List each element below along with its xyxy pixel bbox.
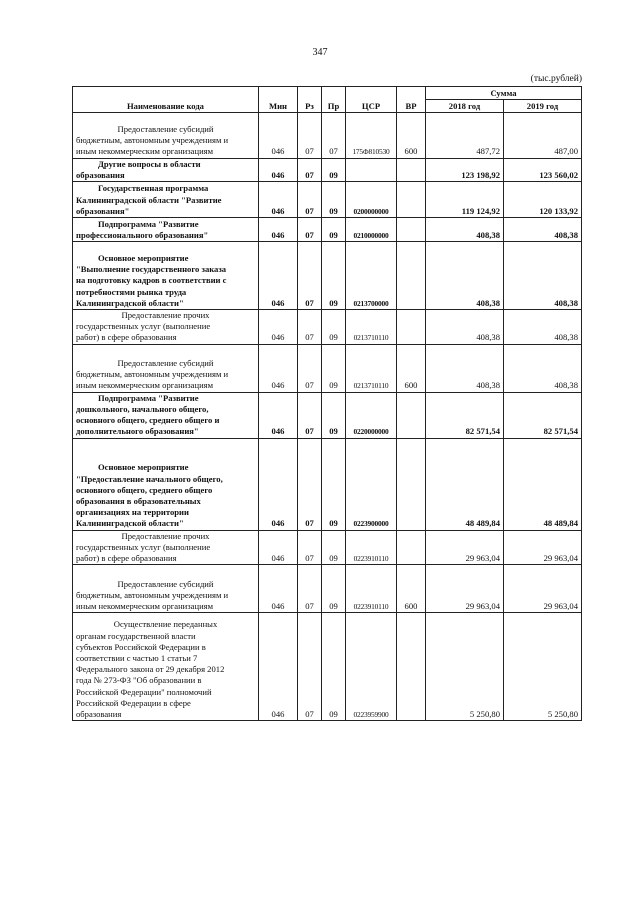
min-cell: 046: [259, 158, 298, 181]
row-name-line: государственных услуг (выполнение: [76, 321, 211, 332]
pr-cell: 09: [322, 392, 346, 438]
rz-cell: 07: [298, 242, 322, 310]
table-row: [73, 530, 582, 565]
amount-2019-cell: 5 250,80: [504, 613, 582, 721]
row-name-line: Подпрограмма "Развитие: [98, 392, 199, 403]
min-cell: 046: [259, 242, 298, 310]
row-name-line: субъектов Российской Федерации в: [76, 641, 206, 652]
csr-cell: 0213710110: [346, 344, 397, 392]
rz-cell: 07: [298, 392, 322, 438]
row-name-line: работ) в сфере образования: [76, 553, 177, 564]
row-name-line: образования: [76, 169, 125, 180]
header-pr: Пр: [322, 87, 346, 113]
table-row: [73, 438, 582, 530]
csr-cell: 0223910110: [346, 530, 397, 565]
amount-2018-cell: 29 963,04: [426, 530, 504, 565]
row-name-line: основного общего, среднего общего и: [76, 415, 220, 426]
table-row: [73, 182, 582, 218]
row-name-line: образования: [76, 709, 122, 720]
amount-2019-cell: 29 963,04: [504, 530, 582, 565]
vr-cell: [397, 182, 426, 218]
row-name-line: соответствии с частью 1 статьи 7: [76, 653, 198, 664]
rz-cell: 07: [298, 530, 322, 565]
row-name-cell: [73, 392, 259, 438]
amount-2018-cell: 408,38: [426, 344, 504, 392]
amount-2019-cell: 82 571,54: [504, 392, 582, 438]
vr-cell: [397, 392, 426, 438]
row-name-line: иным некоммерческим организациям: [76, 601, 214, 612]
pr-cell: 09: [322, 344, 346, 392]
row-name-line: Предоставление субсидий: [117, 578, 214, 589]
row-name-line: Калининградской области": [76, 297, 184, 308]
table-row: [73, 113, 582, 159]
row-name-line: бюджетным, автономным учреждениям и: [76, 369, 229, 380]
table-row: [73, 242, 582, 310]
vr-cell: 600: [397, 565, 426, 613]
rz-cell: 07: [298, 565, 322, 613]
row-name-line: Другие вопросы в области: [98, 158, 201, 169]
row-name-line: "Предоставление начального общего,: [76, 473, 223, 484]
csr-cell: 0223959900: [346, 613, 397, 721]
row-name-cell: [73, 242, 259, 310]
rz-cell: 07: [298, 158, 322, 181]
row-name-cell: [73, 113, 259, 159]
row-name-cell: [73, 530, 259, 565]
table-row: [73, 310, 582, 345]
row-name-line: образования": [76, 205, 130, 216]
table-row: [73, 392, 582, 438]
amount-2018-cell: 123 198,92: [426, 158, 504, 181]
row-name-line: Калининградской области "Развитие: [76, 194, 222, 205]
row-name-line: Российской Федерации" полномочий: [76, 686, 212, 697]
row-name-line: Российской Федерации в сфере: [76, 697, 191, 708]
pr-cell: 09: [322, 530, 346, 565]
min-cell: 046: [259, 530, 298, 565]
row-name-line: Государственная программа: [98, 183, 209, 194]
pr-cell: 09: [322, 565, 346, 613]
amount-2018-cell: 408,38: [426, 218, 504, 242]
amount-2019-cell: 123 560,02: [504, 158, 582, 181]
amount-2018-cell: 82 571,54: [426, 392, 504, 438]
row-name-line: Предоставление прочих: [121, 310, 210, 321]
row-name-cell: [73, 344, 259, 392]
row-name-line: года № 273-ФЗ "Об образовании в: [76, 675, 202, 686]
row-name-line: государственных услуг (выполнение: [76, 541, 211, 552]
pr-cell: 09: [322, 242, 346, 310]
vr-cell: [397, 530, 426, 565]
row-name-cell: [73, 158, 259, 181]
row-name-cell: [73, 438, 259, 530]
amount-2018-cell: 29 963,04: [426, 565, 504, 613]
vr-cell: 600: [397, 113, 426, 159]
units-label: (тыс.рублей): [530, 74, 582, 84]
row-name-line: Предоставление прочих: [121, 530, 210, 541]
row-name-line: образования в образовательных: [76, 496, 201, 507]
row-name-cell: [73, 613, 259, 721]
csr-cell: 0220000000: [346, 392, 397, 438]
row-name-line: органам государственной власти: [76, 630, 196, 641]
header-csr: ЦСР: [346, 87, 397, 113]
row-name-cell: [73, 182, 259, 218]
row-name-line: Калининградской области": [76, 518, 184, 529]
amount-2019-cell: 487,00: [504, 113, 582, 159]
amount-2018-cell: 408,38: [426, 310, 504, 345]
vr-cell: [397, 158, 426, 181]
rz-cell: 07: [298, 344, 322, 392]
row-name-line: Предоставление субсидий: [117, 358, 214, 369]
pr-cell: 09: [322, 158, 346, 181]
min-cell: 046: [259, 182, 298, 218]
row-name-line: организациях на территории: [76, 507, 189, 518]
min-cell: 046: [259, 438, 298, 530]
row-name-line: на подготовку кадров в соответствии с: [76, 275, 227, 286]
amount-2018-cell: 48 489,84: [426, 438, 504, 530]
amount-2018-cell: 408,38: [426, 242, 504, 310]
page-number: 347: [312, 47, 328, 58]
row-name-line: "Выполнение государственного заказа: [76, 264, 227, 275]
row-name-line: иным некоммерческим организациям: [76, 380, 214, 391]
pr-cell: 07: [322, 113, 346, 159]
row-name-line: работ) в сфере образования: [76, 332, 177, 343]
rz-cell: 07: [298, 310, 322, 345]
rz-cell: 07: [298, 113, 322, 159]
pr-cell: 09: [322, 182, 346, 218]
vr-cell: [397, 438, 426, 530]
pr-cell: 09: [322, 310, 346, 345]
csr-cell: 0223900000: [346, 438, 397, 530]
header-sum: Сумма: [426, 87, 582, 100]
min-cell: 046: [259, 310, 298, 345]
table-row: [73, 158, 582, 181]
row-name-line: дополнительного образования": [76, 426, 199, 437]
row-name-line: основного общего, среднего общего: [76, 484, 213, 495]
vr-cell: [397, 310, 426, 345]
budget-table: [72, 86, 582, 721]
rz-cell: 07: [298, 438, 322, 530]
header-vr: ВР: [397, 87, 426, 113]
csr-cell: 175Ф810530: [346, 113, 397, 159]
vr-cell: [397, 242, 426, 310]
amount-2019-cell: 120 133,92: [504, 182, 582, 218]
min-cell: 046: [259, 613, 298, 721]
row-name-line: Подпрограмма "Развитие: [98, 218, 199, 229]
row-name-line: бюджетным, автономным учреждениям и: [76, 589, 229, 600]
table-row: [73, 344, 582, 392]
amount-2019-cell: 408,38: [504, 310, 582, 345]
amount-2019-cell: 408,38: [504, 344, 582, 392]
amount-2018-cell: 119 124,92: [426, 182, 504, 218]
csr-cell: 0200000000: [346, 182, 397, 218]
amount-2018-cell: 5 250,80: [426, 613, 504, 721]
header-rz: Рз: [298, 87, 322, 113]
amount-2019-cell: 408,38: [504, 218, 582, 242]
pr-cell: 09: [322, 613, 346, 721]
row-name-cell: [73, 565, 259, 613]
row-name-line: профессионального образования": [76, 229, 209, 240]
row-name-line: Основное мероприятие: [98, 462, 189, 473]
table-row: [73, 613, 582, 721]
header-2019: 2019 год: [504, 100, 582, 113]
row-name-cell: [73, 310, 259, 345]
row-name-line: иным некоммерческим организациям: [76, 146, 214, 157]
amount-2018-cell: 487,72: [426, 113, 504, 159]
min-cell: 046: [259, 113, 298, 159]
row-name-cell: [73, 218, 259, 242]
pr-cell: 09: [322, 218, 346, 242]
row-name-line: дошкольного, начального общего,: [76, 404, 209, 415]
csr-cell: 0210000000: [346, 218, 397, 242]
min-cell: 046: [259, 565, 298, 613]
amount-2019-cell: 48 489,84: [504, 438, 582, 530]
rz-cell: 07: [298, 218, 322, 242]
amount-2019-cell: 408,38: [504, 242, 582, 310]
pr-cell: 09: [322, 438, 346, 530]
min-cell: 046: [259, 344, 298, 392]
vr-cell: 600: [397, 344, 426, 392]
csr-cell: 0213700000: [346, 242, 397, 310]
table-row: [73, 565, 582, 613]
vr-cell: [397, 218, 426, 242]
rz-cell: 07: [298, 182, 322, 218]
min-cell: 046: [259, 392, 298, 438]
row-name-line: Федерального закона от 29 декабря 2012: [76, 664, 225, 675]
row-name-line: Осуществление переданных: [113, 619, 218, 630]
table-row: [73, 218, 582, 242]
header-name: Наименование кода: [73, 87, 259, 113]
header-2018: 2018 год: [426, 100, 504, 113]
csr-cell: 0213710110: [346, 310, 397, 345]
row-name-line: Предоставление субсидий: [117, 124, 214, 134]
amount-2019-cell: 29 963,04: [504, 565, 582, 613]
rz-cell: 07: [298, 613, 322, 721]
header-min: Мин: [259, 87, 298, 113]
row-name-line: Основное мероприятие: [98, 253, 189, 264]
min-cell: 046: [259, 218, 298, 242]
csr-cell: [346, 158, 397, 181]
vr-cell: [397, 613, 426, 721]
row-name-line: потребностями рынка труда: [76, 286, 187, 297]
csr-cell: 0223910110: [346, 565, 397, 613]
row-name-line: бюджетным, автономным учреждениям и: [76, 135, 229, 146]
